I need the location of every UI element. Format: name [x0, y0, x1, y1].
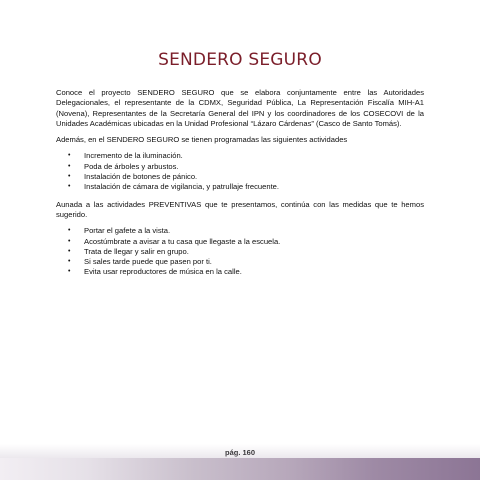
- document-body: [56, 88, 424, 285]
- list-item: • Portar el gafete a la vista.: [84, 226, 424, 236]
- intro-paragraph: Conoce el proyecto SENDERO SEGURO que se elabora conjuntamente entre las Autoridades Delegacionales, el representante de la CDMX, Seguridad Pública, La Representación Fiscalía MIH-A1 (Novena), Representantes de la Secretaría General del IPN y los coordinadores de los COSECOVI de la Unidades Académicas ubicadas en la Unidad Profesional “Lázaro Cárdenas” (Casco de Santo Tomás).: [56, 88, 424, 128]
- activities-list: [56, 151, 424, 192]
- list-item: • Instalación de botones de pánico.: [84, 172, 424, 182]
- list-item: • Poda de árboles y arbustos.: [84, 162, 424, 172]
- page-title: SENDERO SEGURO: [158, 50, 322, 70]
- list-item: • Evita usar reproductores de música en la calle.: [84, 267, 424, 277]
- decorative-footer-band: [0, 458, 480, 480]
- list-item: • Acostúmbrate a avisar a tu casa que llegaste a la escuela.: [84, 237, 424, 247]
- preventive-intro: Aunada a las actividades PREVENTIVAS que te presentamos, continúa con las medidas que te hemos sugerido.: [56, 199, 424, 219]
- activities-intro: Además, en el SENDERO SEGURO se tienen programadas las siguientes actividades: [56, 135, 348, 145]
- list-item: • Si sales tarde puede que pasen por ti.: [84, 257, 424, 267]
- list-item: • Instalación de cámara de vigilancia, y patrullaje frecuente.: [84, 182, 424, 192]
- list-item: • Incremento de la iluminación.: [84, 151, 424, 161]
- list-item: • Trata de llegar y salir en grupo.: [84, 247, 424, 257]
- measures-list: [56, 226, 424, 277]
